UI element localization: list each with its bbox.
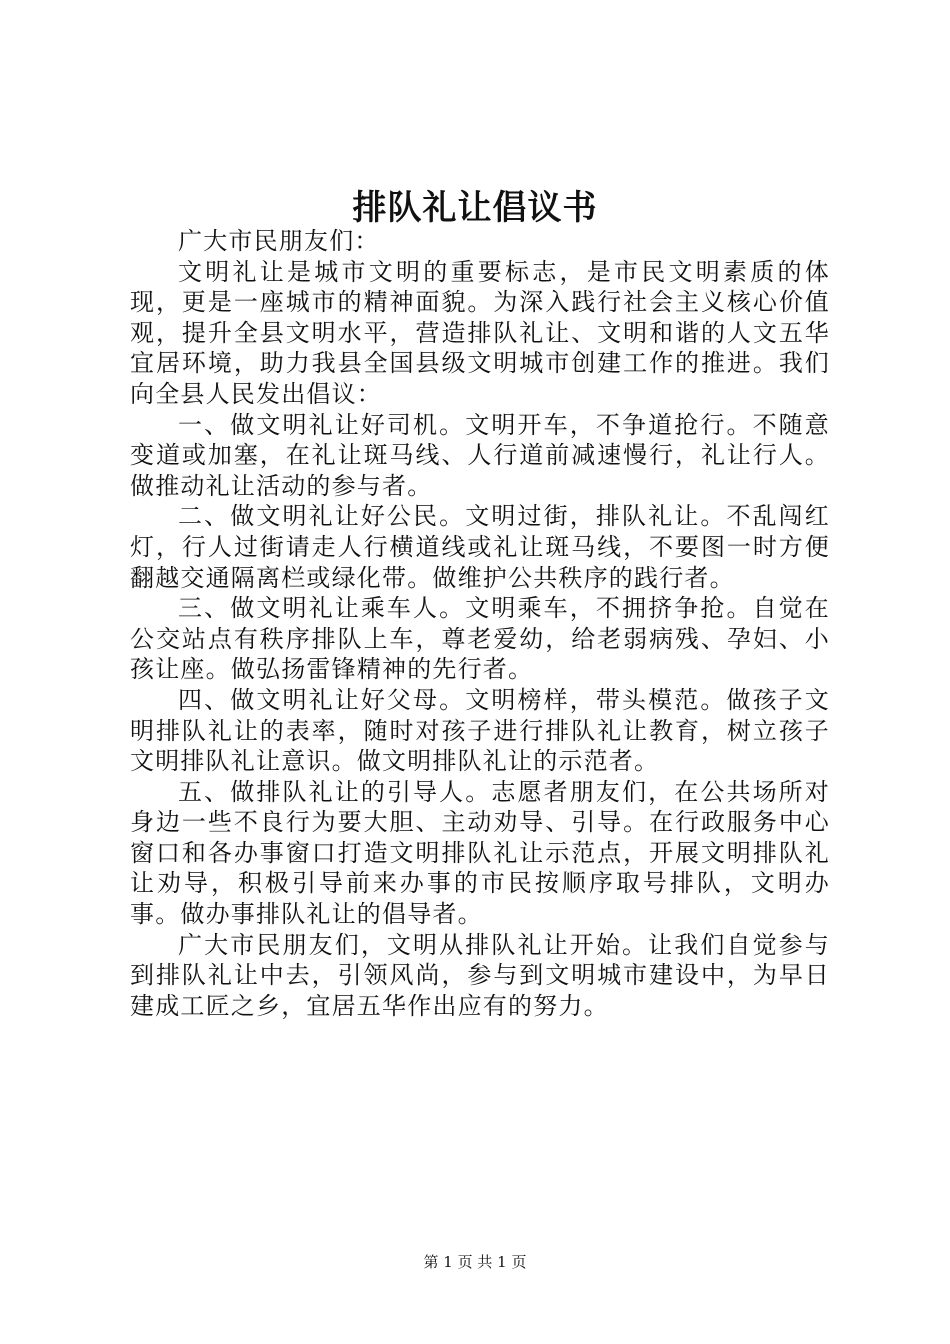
page-footer xyxy=(0,1252,950,1272)
closing-paragraph: 广大市民朋友们，文明从排队礼让开始。让我们自觉参与到排队礼让中去，引领风尚，参与到文明城市建设中，为早日建成工匠之乡，宜居五华作出应有的努力。 xyxy=(130,930,830,1020)
proposal-paragraph-3: 三、做文明礼让乘车人。文明乘车，不拥挤争抢。自觉在公交站点有秩序排队上车，尊老爱幼，给老弱病残、孕妇、小孩让座。做弘扬雷锋精神的先行者。 xyxy=(130,594,830,684)
proposal-paragraph-1: 一、做文明礼让好司机。文明开车，不争道抢行。不随意变道或加塞，在礼让斑马线、人行道前减速慢行，礼让行人。做推动礼让活动的参与者。 xyxy=(130,410,830,500)
greeting-paragraph: 广大市民朋友们： xyxy=(178,227,380,255)
proposal-paragraph-5: 五、做排队礼让的引导人。志愿者朋友们，在公共场所对身边一些不良行为要大胆、主动劝导、引导。在行政服务中心窗口和各办事窗口打造文明排队礼让示范点，开展文明排队礼让劝导，积极引导前来办事的市民按顺序取号排队，文明办事。做办事排队礼让的倡导者。 xyxy=(130,777,830,929)
proposal-paragraph-2: 二、做文明礼让好公民。文明过街，排队礼让。不乱闯红灯，行人过街请走人行横道线或礼让斑马线，不要图一时方便翻越交通隔离栏或绿化带。做维护公共秩序的践行者。 xyxy=(130,502,830,592)
proposal-paragraph-4: 四、做文明礼让好父母。文明榜样，带头模范。做孩子文明排队礼让的表率，随时对孩子进行排队礼让教育，树立孩子文明排队礼让意识。做文明排队礼让的示范者。 xyxy=(130,685,830,776)
intro-paragraph: 文明礼让是城市文明的重要标志，是市民文明素质的体现，更是一座城市的精神面貌。为深入践行社会主义核心价值观，提升全县文明水平，营造排队礼让、文明和谐的人文五华宜居环境，助力我县全国县级文明城市创建工作的推进。我们向全县人民发出倡议： xyxy=(130,257,830,408)
document-body xyxy=(130,226,830,1021)
document-title: 排队礼让倡议书 xyxy=(352,188,598,228)
page-number: 第 1 页 共 1 页 xyxy=(423,1253,527,1271)
